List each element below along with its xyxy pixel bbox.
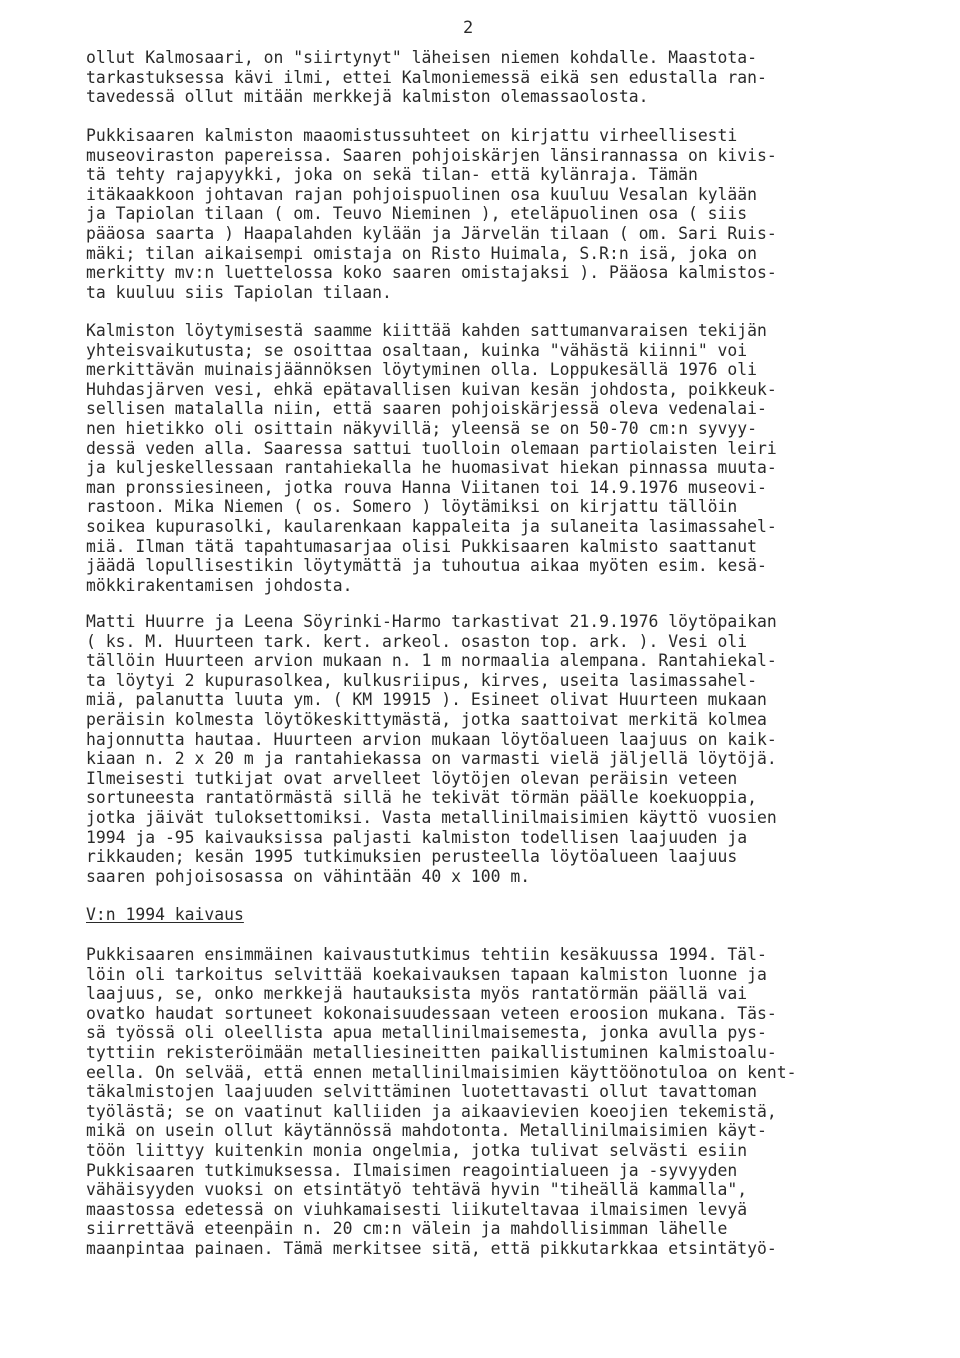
- text-line: löin oli tarkoitus selvittää koekaivauksen tapaan kalmiston luonne ja: [86, 964, 767, 984]
- text-line: pääosa saarta ) Haapalahden kylään ja Järvelän tilaan ( om. Sari Ruis-: [86, 223, 777, 243]
- paragraph-inspection-1976: [86, 612, 926, 886]
- text-line: maastossa edetessä on viuhkamaisesti liikuteltavaa ilmaisimen levyä: [86, 1199, 748, 1219]
- text-line: Pukkisaaren ensimmäinen kaivaustutkimus tehtiin kesäkuussa 1994. Täl-: [86, 945, 767, 964]
- text-line: ta löytyi 2 kupurasolkea, kulkusriipus, kirves, useita lasimassahel-: [86, 670, 758, 690]
- text-line: tavedessä ollut mitään merkkejä kalmiston olemassaolosta.: [86, 87, 649, 107]
- text-line: Huhdasjärven vesi, ehkä epätavallisen kuivan kesän johdosta, poikkeuk-: [86, 379, 777, 399]
- text-line: ollut Kalmosaari, on "siirtynyt" läheisen niemen kohdalle. Maastota-: [86, 48, 758, 67]
- text-line: ja Tapiolan tilaan ( om. Teuvo Nieminen ), eteläpuolinen osa ( siis: [86, 204, 748, 224]
- text-line: ovatko haudat sortuneet kokonaisuudessaan veteen eroosion mukana. Täs-: [86, 1003, 777, 1023]
- text-line: hajonnutta hautaa. Huurteen arvion mukaan löytöalueen laajuus on kaik-: [86, 729, 777, 749]
- text-line: Pukkisaaren kalmiston maaomistussuhteet on kirjattu virheellisesti: [86, 126, 738, 145]
- text-line: Pukkisaaren tutkimuksessa. Ilmaisimen reagointialueen ja -syvyyden: [86, 1160, 738, 1180]
- text-line: mökkirakentamisen johdosta.: [86, 575, 353, 595]
- text-line: nen hietikko oli osittain näkyvillä; yleensä se on 50-70 cm:n syvyy-: [86, 418, 758, 438]
- text-line: kiaan n. 2 x 20 m ja rantahiekassa on varmasti vielä jäljellä löytöjä.: [86, 749, 777, 769]
- text-line: saaren pohjoisosassa on vähintään 40 x 100 m.: [86, 866, 531, 886]
- text-line: eella. On selvää, että ennen metallinilmaisimien käyttöönotuloa on kent-: [86, 1062, 797, 1082]
- paragraph-previous-location: [86, 48, 926, 107]
- text-line: rikkauden; kesän 1995 tutkimuksien perusteella löytöalueen laajuus: [86, 847, 738, 867]
- text-line: maanpintaa painaen. Tämä merkitsee sitä, että pikkutarkkaa etsintätyö-: [86, 1238, 777, 1258]
- text-line: tällöin Huurteen arvion mukaan n. 1 m normaalia alempana. Rantahiekal-: [86, 651, 777, 671]
- text-line: ( ks. M. Huurteen tark. kert. arkeol. osaston top. ark. ). Vesi oli: [86, 631, 748, 651]
- text-line: siirrettävä eteenpäin n. 20 cm:n välein ja mahdollisimman lähelle: [86, 1219, 728, 1239]
- text-line: sä työssä oli oleellista apua metallinilmaisemesta, jonka avulla pys-: [86, 1023, 767, 1043]
- text-line: jotka jäivät tuloksettomiksi. Vasta metallinilmaisimien käyttö vuosien: [86, 807, 777, 827]
- text-line: sellisen matalalla niin, että saaren pohjoiskärjessä oleva vedenalai-: [86, 399, 767, 419]
- text-line: jäädä lopullisestikin löytymättä ja tuhoutua aikaa myöten esim. kesä-: [86, 556, 767, 576]
- text-line: vähäisyyden vuoksi on etsintätyö tehtävä hyvin "tiheällä kammalla",: [86, 1180, 748, 1200]
- text-line: yhteisvaikutusta; se osoittaa osaltaan, kuinka "vähästä kiinni" voi: [86, 340, 748, 360]
- text-line: Matti Huurre ja Leena Söyrinki-Harmo tarkastivat 21.9.1976 löytöpaikan: [86, 612, 777, 631]
- text-line: soikea kupurasolki, kaularenkaan kappaleita ja sulaneita lasimassahel-: [86, 516, 777, 536]
- text-line: miä, palanutta luuta ym. ( KM 19915 ). Esineet olivat Huurteen mukaan: [86, 690, 767, 710]
- text-line: työlästä; se on vaatinut kalliiden ja aikaavievien koeojien tekemistä,: [86, 1101, 777, 1121]
- text-line: mäki; tilan aikaisempi omistaja on Risto Huimala, S.R:n isä, joka on: [86, 243, 758, 263]
- text-line: 1994 ja -95 kaivauksissa paljasti kalmiston todellisen laajuuden ja: [86, 827, 748, 847]
- text-line: rastoon. Mika Niemen ( os. Somero ) löytämiksi on kirjattu tällöin: [86, 497, 738, 517]
- section-heading: V:n 1994 kaivaus: [86, 905, 244, 924]
- section-heading-block: [86, 905, 926, 925]
- text-line: itäkaakkoon johtavan rajan pohjoispuolinen osa kuuluu Vesalan kylään: [86, 184, 758, 204]
- text-line: töön liittyy kuitenkin monia ongelmia, jotka tulivat selvästi esiin: [86, 1140, 748, 1160]
- paragraph-discovery: [86, 321, 926, 595]
- text-line: täkalmistojen laajuuden selvittäminen luotettavasti ollut tavattoman: [86, 1082, 758, 1102]
- paragraph-excavation-1994: [86, 945, 926, 1259]
- text-line: merkittävän muinaisjäännöksen löytyminen olla. Loppukesällä 1976 oli: [86, 360, 758, 380]
- paragraph-land-ownership: [86, 126, 926, 302]
- page-number: 2: [463, 18, 474, 38]
- text-line: dessä veden alla. Saaressa sattui tuolloin olemaan partiolaisten leiri: [86, 438, 777, 458]
- text-line: merkitty mv:n luettelossa koko saaren omistajaksi ). Pääosa kalmistos-: [86, 263, 777, 283]
- text-line: man pronssiesineen, jotka rouva Hanna Viitanen toi 14.9.1976 museovi-: [86, 477, 767, 497]
- text-line: tyttiin rekisteröimään metalliesineitten paikallistuminen kalmistoalu-: [86, 1042, 777, 1062]
- text-line: peräisin kolmesta löytökeskittymästä, jotka saattoivat merkitä kolmea: [86, 709, 767, 729]
- text-line: Ilmeisesti tutkijat ovat arvelleet löytöjen olevan peräisin veteen: [86, 768, 738, 788]
- text-line: laajuus, se, onko merkkejä hautauksista myös rantatörmän päällä vai: [86, 984, 748, 1004]
- text-line: tarkastuksessa kävi ilmi, ettei Kalmoniemessä eikä sen edustalla ran-: [86, 67, 767, 87]
- text-line: sortuneesta rantatörmästä sillä he tekivät törmän päälle koekuoppia,: [86, 788, 758, 808]
- text-line: miä. Ilman tätä tapahtumasarjaa olisi Pukkisaaren kalmisto saattanut: [86, 536, 758, 556]
- text-line: tä tehty rajapyykki, joka on sekä tilan- että kylänraja. Tämän: [86, 165, 698, 185]
- text-line: museoviraston papereissa. Saaren pohjoiskärjen länsirannassa on kivis-: [86, 145, 777, 165]
- text-line: mikä on usein ollut käytännössä mahdotonta. Metallinilmaisimien käyt-: [86, 1121, 767, 1141]
- text-line: Kalmiston löytymisestä saamme kiittää kahden sattumanvaraisen tekijän: [86, 321, 767, 340]
- text-line: ja kuljeskellessaan rantahiekalla he huomasivat hiekan pinnassa muuta-: [86, 458, 777, 478]
- text-line: ta kuuluu siis Tapiolan tilaan.: [86, 282, 392, 302]
